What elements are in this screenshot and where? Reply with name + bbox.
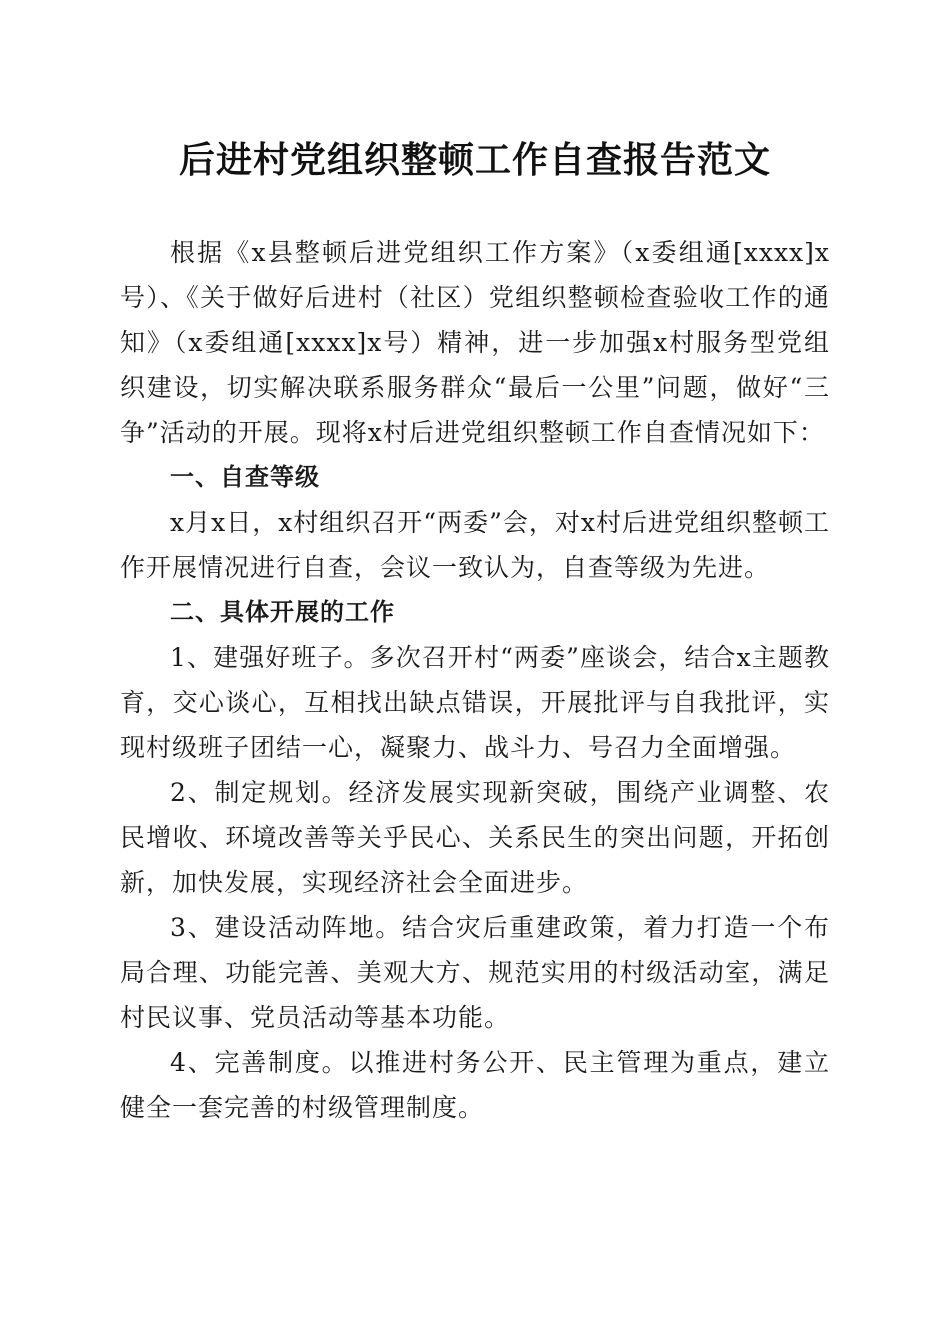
work-item-paragraph: 1、建强好班子。多次召开村“两委”座谈会，结合x主题教育，交心谈心，互相找出缺点错误，开展批评与自我批评，实现村级班子团结一心，凝聚力、战斗力、号召力全面增强。: [120, 643, 830, 762]
work-item-paragraph: 3、建设活动阵地。结合灾后重建政策，着力打造一个布局合理、功能完善、美观大方、规范实用的村级活动室，满足村民议事、党员活动等基本功能。: [120, 913, 830, 1032]
work-item-paragraph: 2、制定规划。经济发展实现新突破，围绕产业调整、农民增收、环境改善等关乎民心、关系民生的突出问题，开拓创新，加快发展，实现经济社会全面进步。: [120, 778, 830, 897]
document-body: [120, 230, 830, 1130]
section-heading-self-check-level: 一、自查等级: [170, 463, 320, 491]
section-heading-specific-work: 二、具体开展的工作: [170, 598, 395, 626]
document-title: 后进村党组织整顿工作自查报告范文: [178, 139, 771, 181]
intro-paragraph: 根据《x县整顿后进党组织工作方案》（x委组通[xxxx]x号）、《关于做好后进村（社区）党组织整顿检查验收工作的通知》（x委组通[xxxx]x号）精神，进一步加强x村服务型党组织建设，切实解决联系服务群众“最后一公里”问题，做好“三争”活动的开展。现将x村后进党组织整顿工作自查情况如下：: [120, 238, 830, 447]
self-check-paragraph: x月x日，x村组织召开“两委”会，对x村后进党组织整顿工作开展情况进行自查，会议一致认为，自查等级为先进。: [120, 508, 830, 582]
work-item-paragraph: 4、完善制度。以推进村务公开、民主管理为重点，建立健全一套完善的村级管理制度。: [120, 1048, 830, 1122]
